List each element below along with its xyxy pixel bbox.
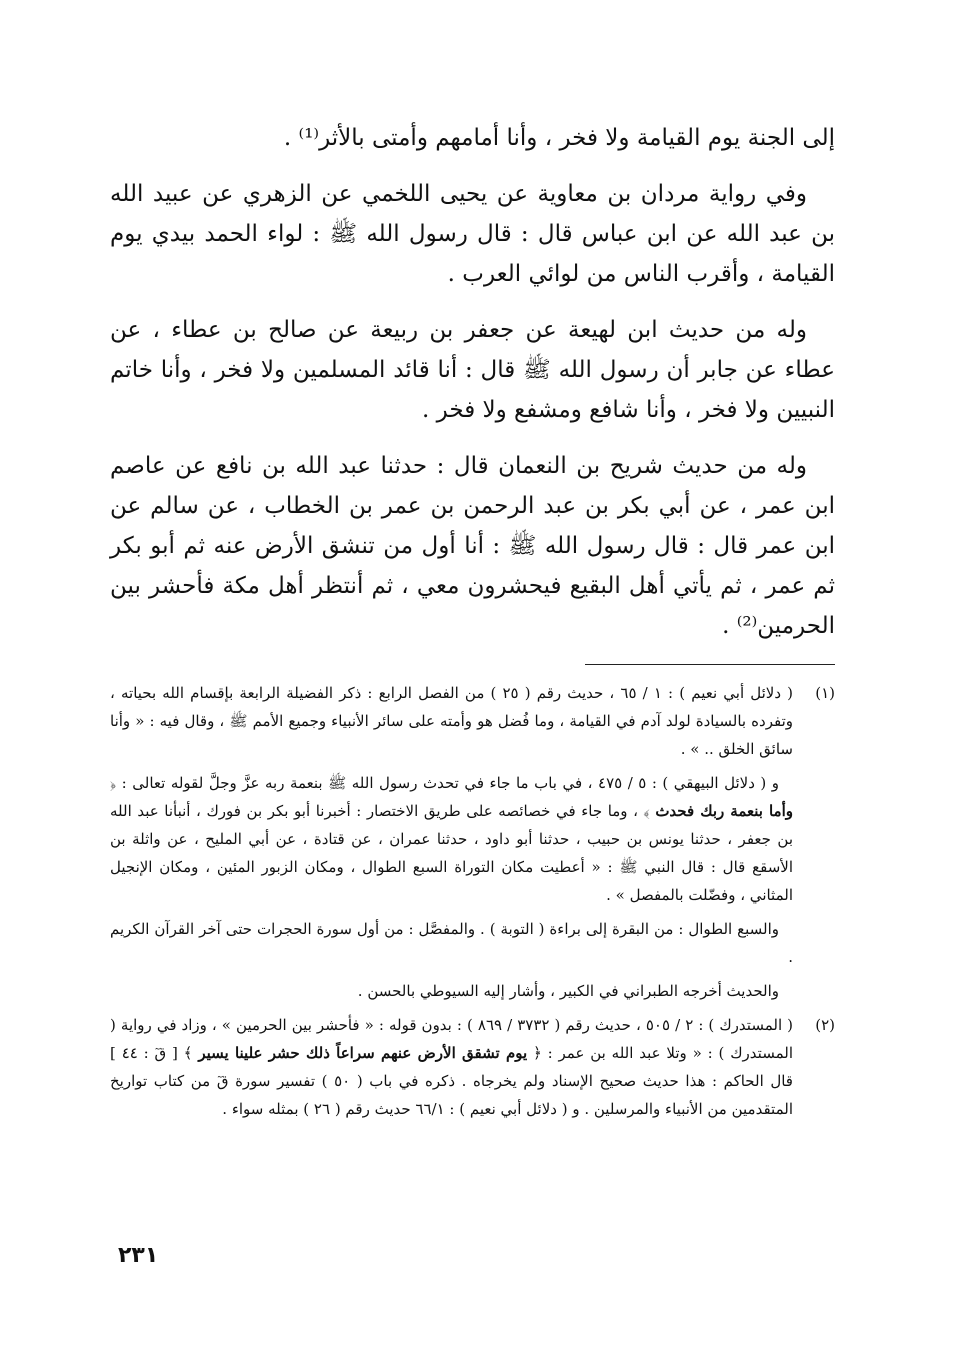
footnote-1-para-4: والحديث أخرجه الطبراني في الكبير ، وأشار إليه السيوطي بالحسن . [357,982,779,1000]
quran-quote: وأما بنعمة ربك فحدث [655,802,793,820]
main-text [110,118,835,646]
footnote-separator [585,664,835,665]
footnote-1-para-1: ( دلائل أبي نعيم ) : ١ / ٦٥ ، حديث رقم ( ٢٥ ) من الفصل الرابع : ذكر الفضيلة الرابعة بإقسام الله بحياته ، وتفرده بالسيادة لولد آدم في القيامة ، وما فُضل هو وأمته على سائر الأنبياء وجميع الأمم ﷺ ، وقال فيه : « وأنا سائق الخلق .. » . [110,684,794,758]
footnote-text: ( المستدرك ) : ٢ / ٥٠٥ ، حديث رقم ( ٣٧٣٢ / ٨٦٩ ) : بدون قوله : « فأحشر بين الحرمين » ، وزاد في رواية ( المستدرك ) : « وتلا عبد الله بن عمر : ﴿ [110,1016,794,1062]
page-content [110,118,835,1129]
paragraph-4: وله من حديث شريح بن النعمان قال : حدثنا عبد الله بن نافع عن عاصم ابن عمر ، عن أبي بكر بن عبد الرحمن بن عمر بن الخطاب ، عن سالم عن ابن عمر قال : قال رسول الله ﷺ : أنا أول من تنشق الأرض عنه ثم أبو بكر ثم عمر ، ثم يأتي أهل البقيع فيحشرون معي ، ثم أنتظر أهل مكة فأحشر بين الحرمين⁽²⁾ . [110,453,835,639]
footnote-number: (١) [815,684,835,702]
paragraph-1: إلى الجنة يوم القيامة ولا فخر ، وأنا أمامهم وأمتى بالأثر⁽¹⁾ . [283,125,835,151]
footnote-text: ﴾ [ قٓ : ٤٤ ] قال الحاكم : هذا حديث صحيح الإسناد ولم يخرجاه . ذكره في باب ( ٥٠ ) تفسير سورة قٓ من كتاب تواريخ المتقدمين من الأنبياء والمرسلين . و ( دلائل أبي نعيم ) : ٦٦/١ حديث رقم ( ٢٦ ) بمثله سواء . [110,1044,793,1118]
footnote-1 [110,679,835,1011]
page-number: ٢٣١ [118,1243,159,1268]
quran-quote: يوم تشقق الأرض عنهم سراعاً ذلك حشر علينا يسير [198,1044,528,1062]
footnote-text: ﴾ ، وما جاء في خصائصه على طريق الاختصار : أخبرنا أبو بكر بن فورك ، أنبأنا عبد الله بن جعفر ، حدثنا يونس بن حبيب ، حدثنا أبو داود ، حدثنا عمران ، عن قتادة ، عن أبي المليح ، عن واثلة بن الأسقع قال : قال النبي ﷺ : « أعطيت مكان التوراة السبع الطوال ، ومكان الزبور المئين ، ومكان الإنجيل المثاني ، وفضّلت بالمفصل » . [110,802,793,904]
footnote-2 [110,1011,835,1129]
footnote-text: و ( دلائل البيهقي ) : ٥ / ٤٧٥ ، في باب ما جاء في تحدث رسول الله ﷺ بنعمة ربه عزَّ وجلَّ لقوله تعالى : ﴿ [110,774,779,792]
paragraph-3: وله من حديث ابن لهيعة عن جعفر بن ربيعة عن صالح بن عطاء ، عن عطاء عن جابر أن رسول الله ﷺ قال : أنا قائد المسلمين ولا فخر ، وأنا خاتم النبيين ولا فخر ، وأنا شافع ومشفع ولا فخر . [110,317,835,423]
footnote-1-para-2 [110,769,793,909]
footnote-number: (٢) [815,1016,835,1034]
footnote-body [110,1011,793,1129]
footnote-body [110,679,793,1011]
paragraph-2: وفي رواية مردان بن معاوية عن يحيى اللخمي عن الزهري عن عبيد الله بن عبد الله عن ابن عباس قال : قال رسول الله ﷺ : لواء الحمد بيدي يوم القيامة ، وأقرب الناس من لوائي العرب . [110,181,835,287]
footnote-2-para-1 [110,1011,793,1123]
footnote-1-para-3: والسبع الطوال : من البقرة إلى براءة ( التوبة ) . والمفصَّل : من أول سورة الحجرات حتى آخر القرآن الكريم . [110,920,793,966]
